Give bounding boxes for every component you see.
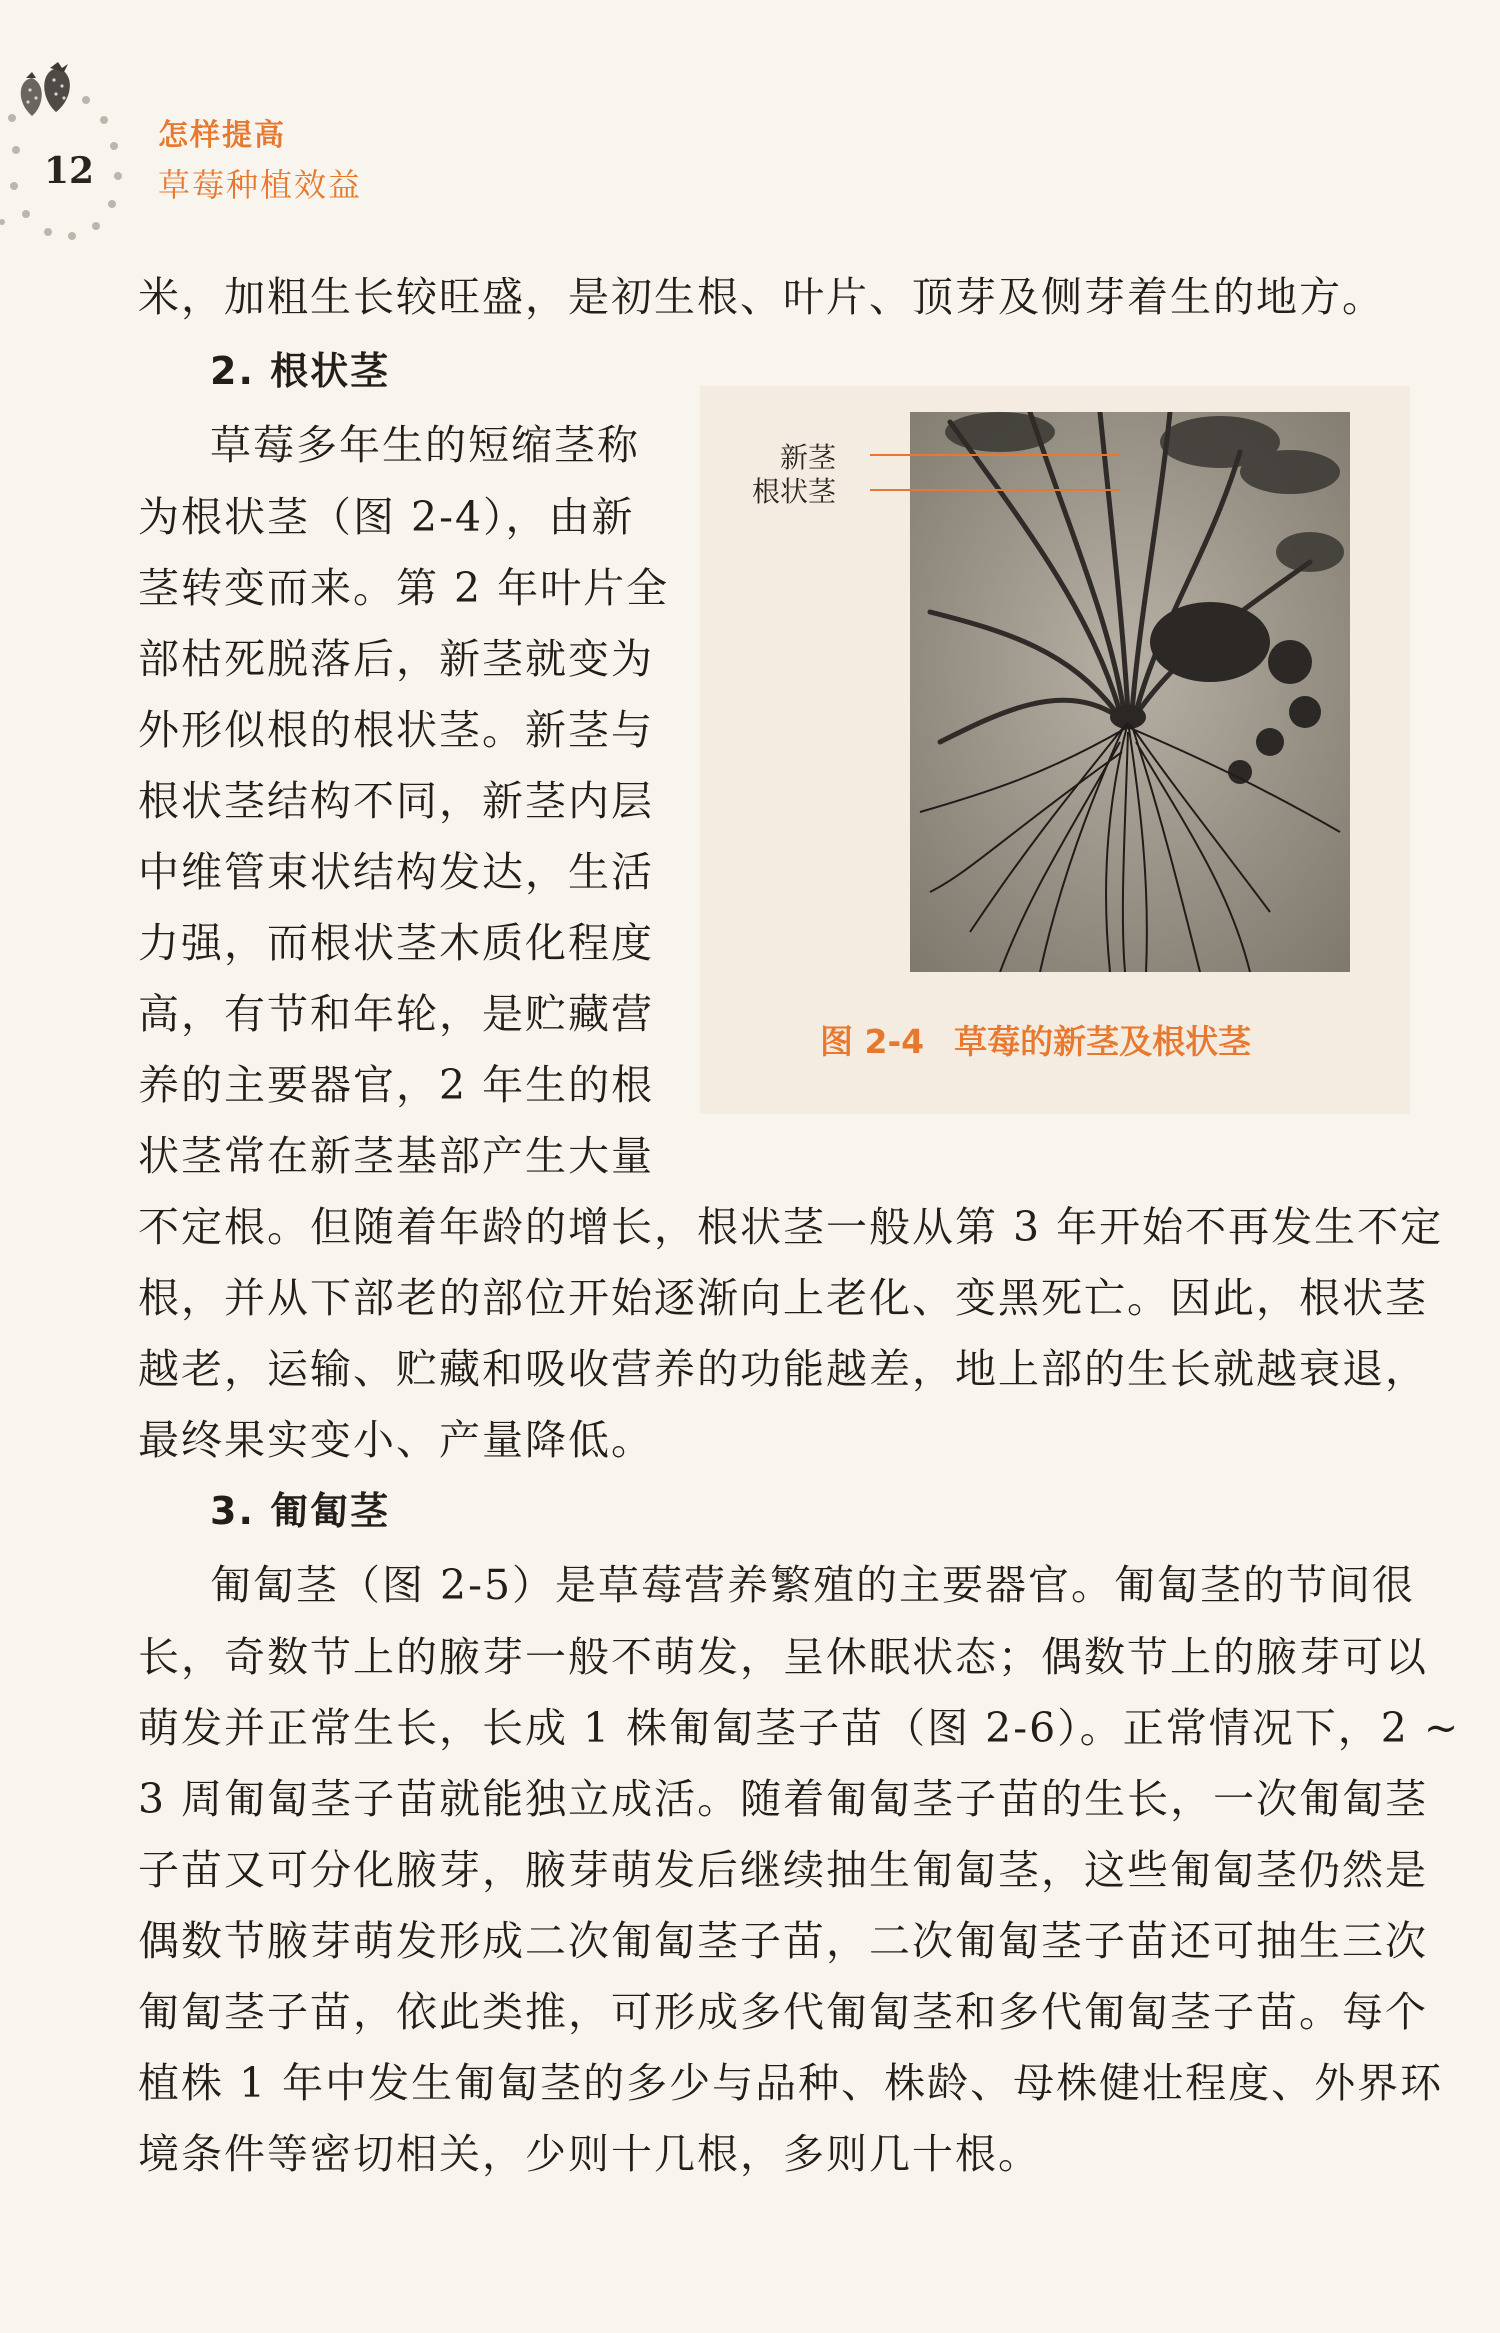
label-rhizome: 根状茎 bbox=[752, 475, 837, 508]
paragraph-line: 匍匐茎（图 2-5）是草莓营养繁殖的主要器官。匍匐茎的节间很 bbox=[210, 1561, 1416, 1609]
paragraph-line: 根状茎结构不同，新茎内层 bbox=[138, 777, 654, 825]
paragraph-line: 最终果实变小、产量降低。 bbox=[138, 1416, 654, 1464]
figure-caption-text: 草莓的新茎及根状茎 bbox=[954, 1022, 1252, 1061]
paragraph-line: 外形似根的根状茎。新茎与 bbox=[138, 706, 654, 754]
paragraph-line: 高，有节和年轮，是贮藏营 bbox=[138, 990, 654, 1038]
dot-ring-decoration bbox=[0, 0, 130, 260]
page-header bbox=[0, 0, 1500, 260]
paragraph-line: 偶数节腋芽萌发形成二次匍匐茎子苗，二次匍匐茎子苗还可抽生三次 bbox=[138, 1917, 1428, 1965]
figure-caption bbox=[820, 1016, 1251, 1063]
paragraph-line: 为根状茎（图 2-4），由新 bbox=[138, 493, 635, 541]
paragraph-line: 萌发并正常生长，长成 1 株匍匐茎子苗（图 2-6）。正常情况下，2 ~ bbox=[138, 1704, 1461, 1752]
strawberry-icon bbox=[10, 58, 90, 128]
paragraph-line: 草莓多年生的短缩茎称 bbox=[210, 421, 640, 469]
continued-line: 米，加粗生长较旺盛，是初生根、叶片、顶芽及侧芽着生的地方。 bbox=[138, 273, 1385, 321]
paragraph-line: 3 周匍匐茎子苗就能独立成活。随着匍匐茎子苗的生长，一次匍匐茎 bbox=[138, 1775, 1429, 1823]
paragraph-line: 长，奇数节上的腋芽一般不萌发，呈休眠状态；偶数节上的腋芽可以 bbox=[138, 1633, 1428, 1681]
paragraph-line: 不定根。但随着年龄的增长，根状茎一般从第 3 年开始不再发生不定 bbox=[138, 1203, 1444, 1251]
paragraph-line: 部枯死脱落后，新茎就变为 bbox=[138, 635, 654, 683]
page-number: 12 bbox=[44, 150, 95, 192]
paragraph-line: 根，并从下部老的部位开始逐渐向上老化、变黑死亡。因此，根状茎 bbox=[138, 1274, 1428, 1322]
paragraph-line: 越老，运输、贮藏和吸收营养的功能越差，地上部的生长就越衰退， bbox=[138, 1345, 1428, 1393]
section-heading-rhizome: 2. 根状茎 bbox=[210, 349, 391, 393]
leader-line-new-stem bbox=[870, 454, 1120, 456]
paragraph-line: 养的主要器官，2 年生的根 bbox=[138, 1061, 655, 1109]
paragraph-line: 茎转变而来。第 2 年叶片全 bbox=[138, 564, 670, 612]
label-new-stem: 新茎 bbox=[780, 441, 837, 474]
book-subtitle: 草莓种植效益 bbox=[158, 166, 363, 204]
paragraph-line: 力强，而根状茎木质化程度 bbox=[138, 919, 654, 967]
paragraph-line: 中维管束状结构发达，生活 bbox=[138, 848, 654, 896]
paragraph-line: 匍匐茎子苗，依此类推，可形成多代匍匐茎和多代匍匐茎子苗。每个 bbox=[138, 1988, 1428, 2036]
strawberry-rhizome-photo bbox=[910, 412, 1350, 972]
figure-number: 图 2-4 bbox=[820, 1022, 925, 1061]
leader-line-rhizome bbox=[870, 489, 1120, 491]
paragraph-line: 境条件等密切相关，少则十几根，多则几十根。 bbox=[138, 2130, 1041, 2178]
paragraph-line: 状茎常在新茎基部产生大量 bbox=[138, 1132, 654, 1180]
book-title: 怎样提高 bbox=[158, 118, 286, 153]
paragraph-line: 子苗又可分化腋芽，腋芽萌发后继续抽生匍匐茎，这些匍匐茎仍然是 bbox=[138, 1846, 1428, 1894]
figure-2-4 bbox=[700, 386, 1410, 1114]
section-heading-runner: 3. 匍匐茎 bbox=[210, 1489, 391, 1533]
paragraph-line: 植株 1 年中发生匍匐茎的多少与品种、株龄、母株健壮程度、外界环 bbox=[138, 2059, 1444, 2107]
